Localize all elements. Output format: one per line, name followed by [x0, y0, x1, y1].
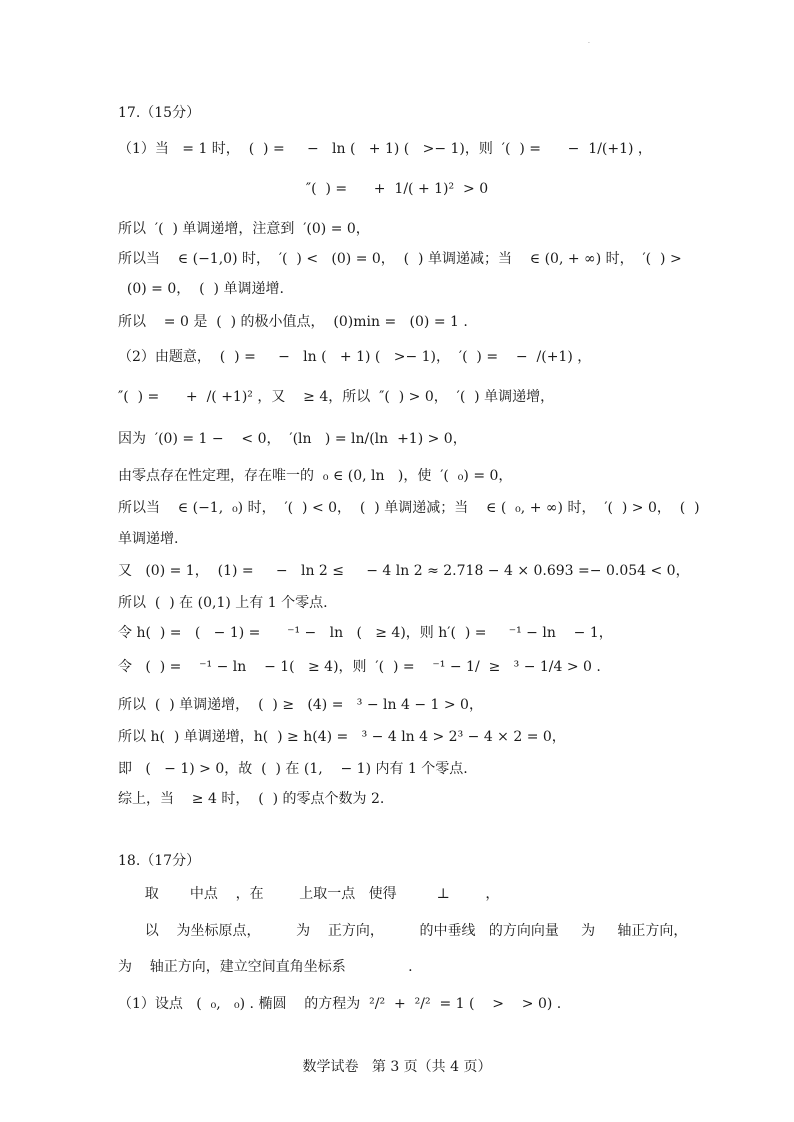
q17-line-19: 即 ( − 1) > 0，故 ( ) 在 (1, − 1) 内有 1 个零点. [118, 761, 468, 777]
q18-line-1: 取 中点 ，在 上取一点 使得 ⊥ ， [118, 886, 500, 902]
q17-line-12: 单调递增. [118, 531, 179, 547]
q17-line-13: 又 (0) = 1， (1) = − ln 2 ≤ − 4 ln 2 ≈ 2.718 − 4 × 0.693 =− 0.054 < 0， [118, 563, 690, 579]
q17-line-5: (0) = 0， ( ) 单调递增. [118, 281, 284, 297]
q17-line-10: 由零点存在性定理，存在唯一的 ₀ ∈ (0, ln )，使 ′( ₀) = 0， [118, 468, 513, 484]
q17-line-18: 所以 h( ) 单调递增，h( ) ≥ h(4) = ³ − 4 ln 4 > 2³ − 4 × 2 = 0， [118, 729, 566, 745]
q17-line-20: 综上，当 ≥ 4 时， ( ) 的零点个数为 2. [118, 791, 385, 807]
q17-line-17: 所以 ( ) 单调递增， ( ) ≥ (4) = ³ − ln 4 − 1 > 0， [118, 697, 483, 713]
page-footer: 数学试卷 第 3 页（共 4 页） [302, 1059, 492, 1075]
q18-line-4: （1）设点 ( ₀, ₀) . 椭圆 的方程为 ²/² + ²/² = 1 ( > > 0) . [118, 996, 562, 1012]
q17-line-16: 令 ( ) = ⁻¹ − ln − 1( ≥ 4)，则 ′( ) = ⁻¹ − 1/ ≥ ³ − 1/4 > 0 . [118, 659, 601, 675]
q17-line-2-formula: ″( ) = + 1/( + 1)² > 0 [305, 181, 489, 197]
corner-mark: · [588, 40, 590, 47]
q17-line-1: （1）当 = 1 时， ( ) = − ln ( + 1) ( >− 1)，则 ′( ) = − 1/(+1) ， [118, 141, 652, 157]
q17-line-14: 所以 ( ) 在 (0,1) 上有 1 个零点. [118, 595, 328, 611]
q17-line-4: 所以当 ∈ (−1,0) 时， ′( ) < (0) = 0， ( ) 单调递减；当 ∈ (0, + ∞) 时， ′( ) > [118, 251, 682, 267]
q17-line-7: （2）由题意， ( ) = − ln ( + 1) ( >− 1)， ′( ) = − /(+1) ， [118, 349, 592, 365]
q17-line-8: ″( ) = + /( +1)² ，又 ≥ 4，所以 ″( ) > 0， ′( ) 单调递增， [118, 389, 555, 405]
q17-line-11: 所以当 ∈ (−1, ₀) 时， ′( ) < 0， ( ) 单调递减；当 ∈ ( ₀, + ∞) 时， ′( ) > 0， ( ) [118, 500, 700, 516]
q18-header: 18.（17分） [118, 853, 201, 869]
q17-line-3: 所以 ′( ) 单调递增，注意到 ′(0) = 0， [118, 221, 370, 237]
q18-line-2: 以 为坐标原点， 为 正方向， 的中垂线 的方向向量 为 轴正方向， [118, 923, 688, 939]
q17-line-6: 所以 = 0 是 ( ) 的极小值点， (0)min = (0) = 1 . [118, 314, 468, 330]
q17-line-9: 因为 ′(0) = 1 − < 0， ′(ln ) = ln/(ln +1) > 0， [118, 431, 467, 447]
q17-header: 17.（15分） [118, 105, 201, 121]
q18-line-3: 为 轴正方向，建立空间直角坐标系 . [118, 959, 413, 975]
q17-line-15: 令 h( ) = ( − 1) = ⁻¹ − ln ( ≥ 4)，则 h′( ) = ⁻¹ − ln − 1， [118, 625, 613, 641]
